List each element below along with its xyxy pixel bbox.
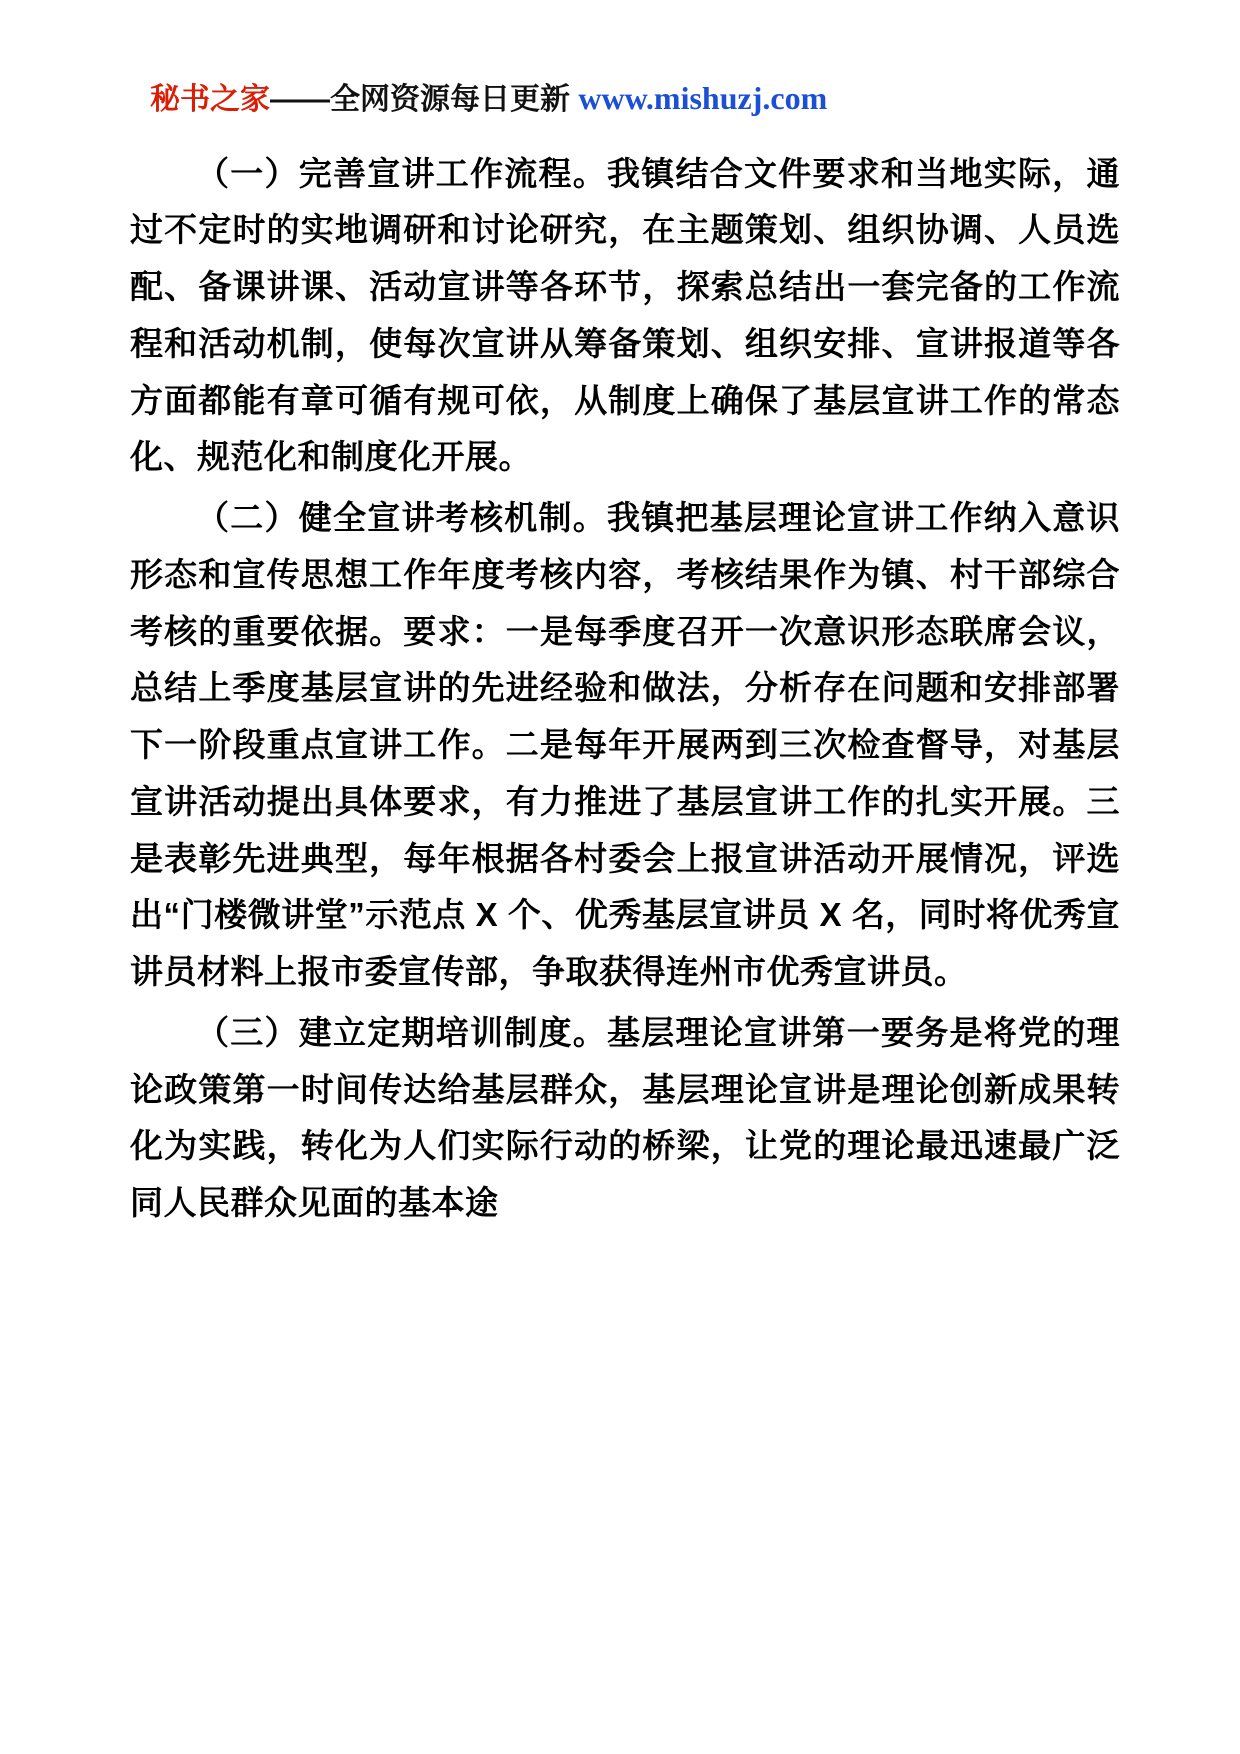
- body-paragraph-3: （三）建立定期培训制度。基层理论宣讲第一要务是将党的理论政策第一时间传达给基层群众，基层理论宣讲是理论创新成果转化为实践，转化为人们实际行动的桥梁，让党的理论最迅速最广泛同人民群众见面的基本途: [130, 1013, 1120, 1222]
- site-watermark-header: [150, 78, 1120, 120]
- header-dash: ——: [270, 83, 330, 116]
- site-brand-name: 秘书之家: [150, 83, 270, 116]
- body-paragraph-1: （一）完善宣讲工作流程。我镇结合文件要求和当地实际，通过不定时的实地调研和讨论研究，在主题策划、组织协调、人员选配、备课讲课、活动宣讲等各环节，探索总结出一套完备的工作流程和活动机制，使每次宣讲从筹备策划、组织安排、宣讲报道等各方面都能有章可循有规可依，从制度上确保了基层宣讲工作的常态化、规范化和制度化开展。: [130, 154, 1120, 476]
- body-paragraph-2: （二）健全宣讲考核机制。我镇把基层理论宣讲工作纳入意识形态和宣传思想工作年度考核内容，考核结果作为镇、村干部综合考核的重要依据。要求：一是每季度召开一次意识形态联席会议，总结上季度基层宣讲的先进经验和做法，分析存在问题和安排部署下一阶段重点宣讲工作。二是每年开展两到三次检查督导，对基层宣讲活动提出具体要求，有力推进了基层宣讲工作的扎实开展。三是表彰先进典型，每年根据各村委会上报宣讲活动开展情况，评选出“门楼微讲堂”示范点 X 个、优秀基层宣讲员 X 名，同时将优秀宣讲员材料上报市委宣传部，争取获得连州市优秀宣讲员。: [130, 499, 1120, 991]
- site-url-link[interactable]: www.mishuzj.com: [578, 80, 828, 116]
- site-tagline: 全网资源每日更新: [330, 83, 570, 116]
